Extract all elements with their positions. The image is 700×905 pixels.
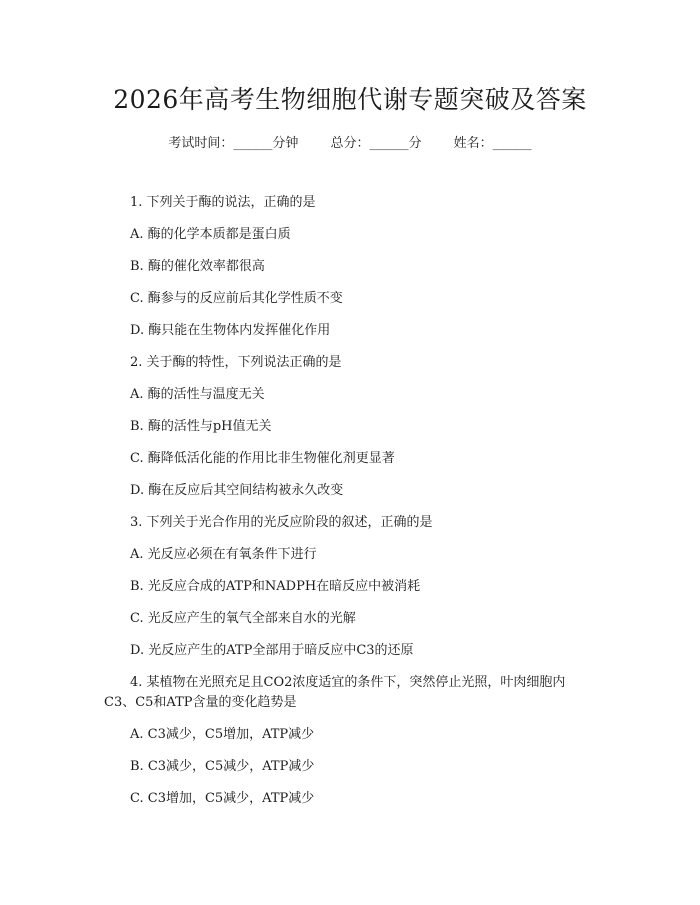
question-1-option-a: A. 酶的化学本质都是蛋白质 [130,227,291,242]
question-3-option-b: B. 光反应合成的ATP和NADPH在暗反应中被消耗 [130,579,421,594]
question-1-option-c: C. 酶参与的反应前后其化学性质不变 [130,291,343,306]
question-2-option-c: C. 酶降低活化能的作用比非生物催化剂更显著 [130,451,395,466]
student-name: 姓名：______ [453,136,532,151]
question-2-stem: 2. 关于酶的特性，下列说法正确的是 [130,355,342,370]
question-3-option-d: D. 光反应产生的ATP全部用于暗反应中C3的还原 [130,643,414,658]
question-1-stem: 1. 下列关于酶的说法，正确的是 [130,195,316,210]
question-4-option-c: C. C3增加，C5减少，ATP减少 [130,791,315,806]
total-score: 总分：______分 [330,136,422,151]
question-3-stem: 3. 下列关于光合作用的光反应阶段的叙述，正确的是 [130,515,433,530]
question-2-option-a: A. 酶的活性与温度无关 [130,387,265,402]
question-2-option-b: B. 酶的活性与pH值无关 [130,419,272,434]
question-4-stem-line-2: C3、C5和ATP含量的变化趋势是 [104,695,297,710]
question-1-option-d: D. 酶只能在生物体内发挥催化作用 [130,323,331,338]
question-1-option-b: B. 酶的催化效率都很高 [130,259,265,274]
question-4-option-a: A. C3减少，C5增加，ATP减少 [130,727,315,742]
question-4-stem-line-1: 4. 某植物在光照充足且CO2浓度适宜的条件下，突然停止光照，叶肉细胞内 [130,675,566,690]
question-3-option-c: C. 光反应产生的氧气全部来自水的光解 [130,611,356,626]
question-2-option-d: D. 酶在反应后其空间结构被永久改变 [130,483,344,498]
exam-meta [0,132,700,151]
question-3-option-a: A. 光反应必须在有氧条件下进行 [130,547,317,562]
exam-time: 考试时间：______分钟 [168,136,299,151]
page-title: 2026年高考生物细胞代谢专题突破及答案 [113,85,587,114]
question-4-option-b: B. C3减少，C5减少，ATP减少 [130,759,315,774]
